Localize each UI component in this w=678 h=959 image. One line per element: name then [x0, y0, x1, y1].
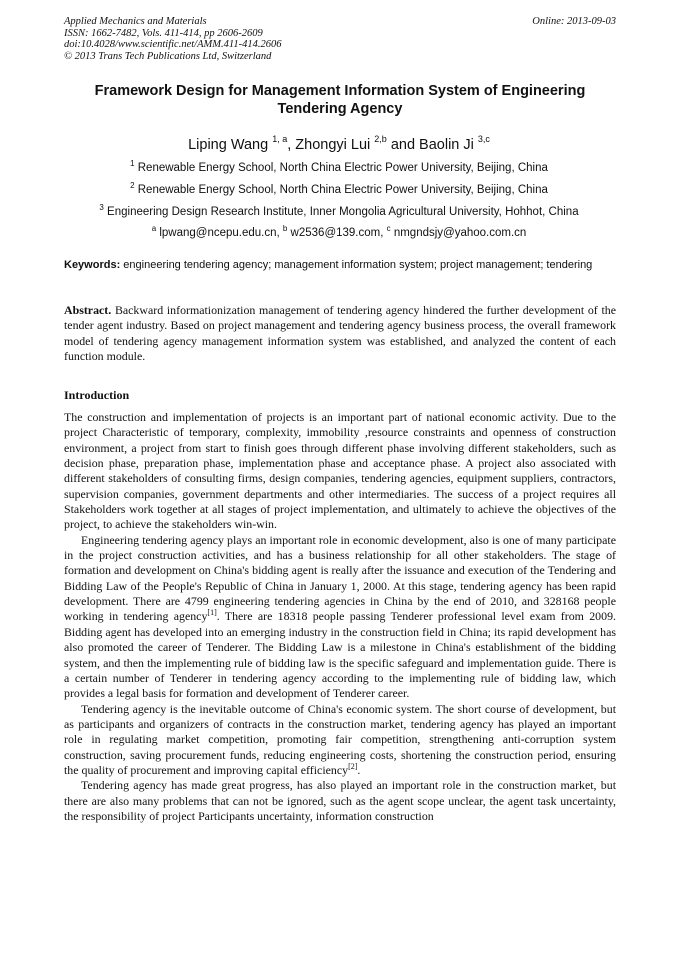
copyright-line: © 2013 Trans Tech Publications Ltd, Switzerland: [64, 50, 272, 62]
affiliation-text: Engineering Design Research Institute, Inner Mongolia Agricultural University, Hohhot, China: [103, 205, 579, 218]
affiliation-number: 1: [130, 159, 135, 168]
author-affiliation-marker: 2,b: [374, 134, 387, 144]
email-marker: c: [386, 224, 391, 233]
keywords-section: [64, 258, 616, 272]
affiliation-text: Renewable Energy School, North China Electric Power University, Beijing, China: [134, 161, 548, 174]
citation-1: [1]: [207, 608, 217, 618]
author-list: [0, 131, 678, 154]
author-affiliation-marker: 1, a: [272, 134, 288, 144]
keywords-label: Keywords:: [64, 259, 121, 271]
journal-header: [64, 16, 616, 62]
paper-title: Framework Design for Management Information System of Engineering Tendering Agency: [94, 83, 586, 117]
journal-name: Applied Mechanics and Materials: [64, 16, 207, 27]
affiliation-2: [0, 179, 678, 197]
email-address: nmgndsjy@yahoo.com.cn: [390, 226, 527, 239]
paragraph-3-text-a: Tendering agency is the inevitable outcome of China's economic system. The short course of development, but as participants and organizers of contracts in the construction market, tendering agency has played an important role in regulating market competition, promoting fair competition, strengthening anti-corruption system construction, saving procurement funds, reducing engineering costs, shortening the construction period, ensuring the quality of procurement and improving capital efficiency: [64, 701, 616, 777]
paragraph-2: [64, 533, 616, 702]
abstract-section: [64, 303, 616, 364]
author-separator: ,: [287, 136, 296, 153]
abstract-text: Backward informationization management of tendering agency hindered the further development of the tender agent industry. Based on project management and tendering agency business process, the overall framework model of tendering agency management information system was established, and analyzed the content of each function module.: [64, 303, 616, 364]
paragraph-2-text-b: . There are 18318 people passing Tenderer professional level exam from 2009. Bidding agent has developed into an emerging industry in the construction field in China; its rapid development has also promoted the career of Tenderer. The Bidding Law is a milestone in China's establishment of the bidding system, and then the implementing rule of bidding law is the specific safeguard and implementation guide. There is a certain number of Tenderer in tendering agency according to the implementing rule of bidding law, which provides a legal basis for formation and development of Tenderer career.: [64, 609, 616, 701]
paragraph-3: [64, 702, 616, 779]
citation-2: [2]: [348, 761, 358, 771]
affiliation-3: [0, 201, 678, 219]
keywords-text: engineering tendering agency; management information system; project management; tendering: [120, 259, 593, 271]
email-address: w2536@139.com,: [287, 226, 387, 239]
paragraph-4: Tendering agency has made great progress, has also played an important role in the construction market, but there are also many problems that can not be ignored, such as the agent scope unclear, the agent task uncertainty, the responsibility of project Participants uncertainty, information construction: [64, 778, 616, 823]
affiliation-number: 3: [99, 203, 104, 212]
paragraph-1: The construction and implementation of projects is an important part of national economic activity. Due to the project Characteristic of temporary, complexity, immobility ,resource constraints and openness of construction environment, a project from start to finish goes through different phase involving different stakeholders, such as decision phase, preparation phase, implementation phase and acceptance phase. A project also associated with different stakeholders of consulting firms, design companies, tendering agencies, equipment suppliers, contractors, supervision companies, government departments and other intermediaries. The success of a project requires all Stakeholders work together at all stages of project implementation, and ultimately to achieve the objectives of the project, to achieve the stakeholders win-win.: [64, 410, 616, 532]
author-name: Baolin Ji: [419, 136, 478, 153]
email-address: lpwang@ncepu.edu.cn,: [156, 226, 283, 239]
author-name: Zhongyi Lui: [295, 136, 375, 153]
introduction-heading: Introduction: [64, 388, 130, 402]
author-name: Liping Wang: [188, 136, 273, 153]
affiliation-text: Renewable Energy School, North China Electric Power University, Beijing, China: [134, 183, 548, 196]
doi-line: doi:10.4028/www.scientific.net/AMM.411-414.2606: [64, 39, 282, 50]
paragraph-2-text-a: Engineering tendering agency plays an important role in economic development, also is one of many participate in the project construction activities, and has a business relationship for all other stakeholders. The stage of formation and development on China's bidding agent is really after the issuance and execution of the Tendering and Bidding Law of the People's Republic of China in January 1, 2000. At this stage, tendering agency has been rapid development. There are 4799 engineering tendering agencies in China by the end of 2010, and 328168 people working in tendering agency: [64, 532, 616, 624]
abstract-label: Abstract.: [64, 303, 112, 317]
email-marker: b: [282, 224, 288, 233]
email-marker: a: [151, 224, 157, 233]
online-date: Online: 2013-09-03: [532, 16, 616, 27]
author-affiliation-marker: 3,c: [477, 134, 490, 144]
email-line: [0, 222, 678, 240]
introduction-body: [64, 410, 616, 824]
issn-line: ISSN: 1662-7482, Vols. 411-414, pp 2606-2609: [64, 27, 263, 39]
affiliation-1: [0, 157, 678, 175]
author-separator: and: [386, 136, 420, 153]
paragraph-3-text-b: .: [357, 762, 361, 777]
affiliation-number: 2: [130, 181, 135, 190]
